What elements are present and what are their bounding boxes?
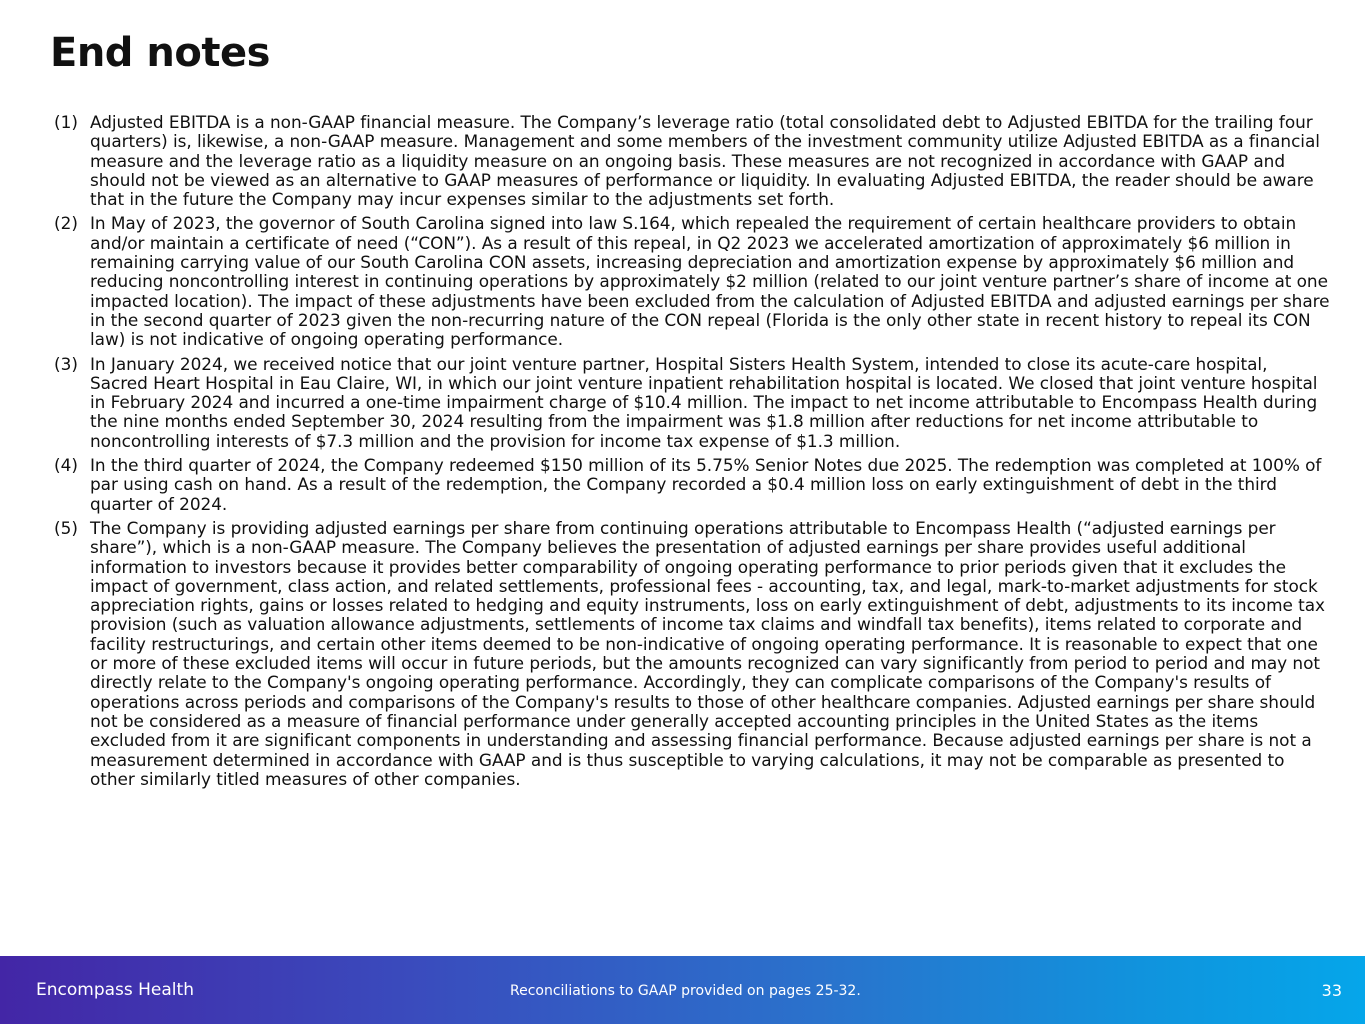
page-title: End notes xyxy=(50,30,270,76)
end-note-number: (3) xyxy=(54,353,78,374)
page-number: 33 xyxy=(1321,981,1342,1000)
end-note-number: (5) xyxy=(54,517,78,538)
end-note-number: (4) xyxy=(54,455,78,476)
end-note-text: Adjusted EBITDA is a non-GAAP financial measure. The Company’s leverage ratio (total consolidated debt to Adjusted EBITDA for the trailing four quarters) is, likewise, a non-GAAP measure. Management and some members of the investment community utilize Adjusted EBITDA as a financial measure and the leverage ratio as a liquidity measure on an ongoing basis. These measures are not recognized in accordance with GAAP and should not be viewed as an alternative to GAAP measures of performance or liquidity. In evaluating Adjusted EBITDA, the reader should be aware that in the future the Company may incur expenses similar to the adjustments set forth. xyxy=(90,112,1320,210)
end-note-text: In May of 2023, the governor of South Carolina signed into law S.164, which repealed the requirement of certain healthcare providers to obtain and/or maintain a certificate of need (“CON”). As a result of this repeal, in Q2 2023 we accelerated amortization of approximately $6 million in remaining carrying value of our South Carolina CON assets, increasing depreciation and amortization expense by approximately $6 million and reducing noncontrolling interest in continuing operations by approximately $2 million (related to our joint venture partner’s share of income at one impacted location). The impact of these adjustments have been excluded from the calculation of Adjusted EBITDA and adjusted earnings per share in the second quarter of 2023 given the non-recurring nature of the CON repeal (Florida is the only other state in recent history to repeal its CON law) is not indicative of ongoing operating performance. xyxy=(90,213,1330,350)
end-note-text: In the third quarter of 2024, the Company redeemed $150 million of its 5.75% Senior Notes due 2025. The redemption was completed at 100% of par using cash on hand. As a result of the redemption, the Company recorded a $0.4 million loss on early extinguishment of debt in the third quarter of 2024. xyxy=(90,455,1322,514)
footer-reconciliation-note: Reconciliations to GAAP provided on pages 25-32. xyxy=(510,983,861,999)
end-notes-list xyxy=(54,113,1330,794)
end-note-2 xyxy=(54,214,1330,349)
end-note-4 xyxy=(54,456,1330,514)
end-note-5 xyxy=(54,519,1330,789)
footer-bar xyxy=(0,956,1365,1024)
end-note-text: The Company is providing adjusted earnings per share from continuing operations attributable to Encompass Health (“adjusted earnings per share”), which is a non-GAAP measure. The Company believes the presentation of adjusted earnings per share provides useful additional information to investors because it provides better comparability of ongoing operating performance to prior periods given that it excludes the impact of government, class action, and related settlements, professional fees - accounting, tax, and legal, mark-to-market adjustments for stock appreciation rights, gains or losses related to hedging and equity instruments, loss on early extinguishment of debt, adjustments to its income tax provision (such as valuation allowance adjustments, settlements of income tax claims and windfall tax benefits), items related to corporate and facility restructurings, and certain other items deemed to be non-indicative of ongoing operating performance. It is reasonable to expect that one or more of these excluded items will occur in future periods, but the amounts recognized can vary significantly from period to period and may not directly relate to the Company's ongoing operating performance. Accordingly, they can complicate comparisons of the Company's results of operations across periods and comparisons of the Company's results to those of other healthcare companies. Adjusted earnings per share should not be considered as a measure of financial performance under generally accepted accounting principles in the United States as the items excluded from it are significant components in understanding and assessing financial performance. Because adjusted earnings per share is not a measurement determined in accordance with GAAP and is thus susceptible to varying calculations, it may not be comparable as presented to other similarly titled measures of other companies. xyxy=(90,517,1325,789)
end-note-number: (2) xyxy=(54,213,78,234)
end-note-number: (1) xyxy=(54,112,78,132)
end-note-1 xyxy=(54,113,1330,209)
footer-brand-name: Encompass Health xyxy=(36,980,194,1000)
end-note-3 xyxy=(54,355,1330,451)
end-note-text: In January 2024, we received notice that our joint venture partner, Hospital Sisters Health System, intended to close its acute-care hospital, Sacred Heart Hospital in Eau Claire, WI, in which our joint venture inpatient rehabilitation hospital is located. We closed that joint venture hospital in February 2024 and incurred a one-time impairment charge of $10.4 million. The impact to net income attributable to Encompass Health during the nine months ended September 30, 2024 resulting from the impairment was $1.8 million after reductions for net income attributable to noncontrolling interests of $7.3 million and the provision for income tax expense of $1.3 million. xyxy=(90,353,1318,451)
